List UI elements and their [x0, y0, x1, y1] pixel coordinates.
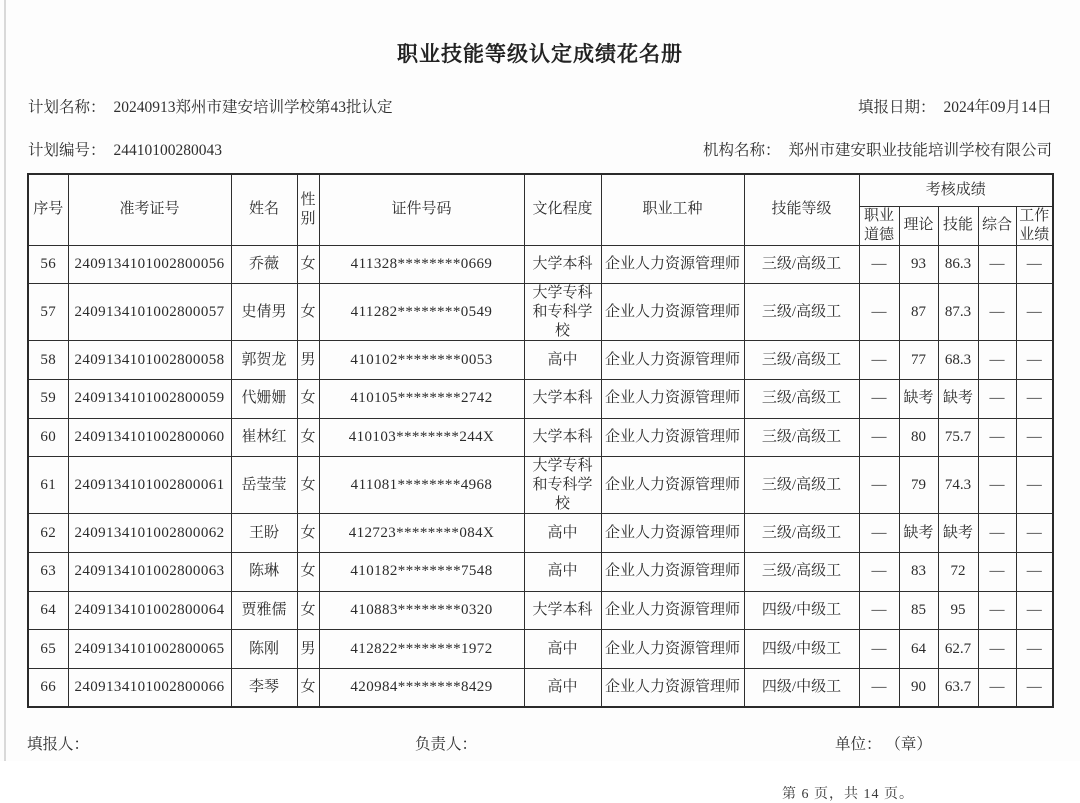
cell-score-theory: 87 — [899, 284, 938, 341]
cell-education: 高中 — [524, 630, 601, 669]
cell-skill-level: 三级/高级工 — [744, 552, 859, 591]
cell-occupation: 企业人力资源管理师 — [601, 552, 744, 591]
cell-education: 高中 — [524, 514, 601, 553]
table-row — [28, 284, 1053, 341]
cell-education: 大学专科和专科学校 — [524, 284, 601, 341]
signature-row — [27, 732, 1052, 754]
cell-score-skill: 缺考 — [938, 379, 978, 418]
cell-name: 李琴 — [231, 668, 297, 707]
cell-id-no: 411081********4968 — [319, 457, 524, 514]
cell-exam-no: 2409134101002800056 — [68, 245, 231, 284]
cell-score-theory: 83 — [899, 552, 938, 591]
cell-name: 崔林红 — [231, 418, 297, 457]
cell-score-comprehensive: — — [978, 591, 1016, 630]
cell-score-ethics: — — [859, 418, 899, 457]
cell-exam-no: 2409134101002800059 — [68, 379, 231, 418]
cell-seq: 57 — [28, 284, 68, 341]
cell-score-comprehensive: — — [978, 552, 1016, 591]
cell-score-skill: 62.7 — [938, 630, 978, 669]
cell-occupation: 企业人力资源管理师 — [601, 630, 744, 669]
cell-exam-no: 2409134101002800057 — [68, 284, 231, 341]
header-score-group: 考核成绩 — [859, 174, 1053, 207]
header-exam-no: 准考证号 — [68, 174, 231, 245]
plan-code-value: 24410100280043 — [113, 142, 223, 159]
header-score-work: 工作业绩 — [1016, 207, 1053, 246]
cell-seq: 64 — [28, 591, 68, 630]
cell-seq: 58 — [28, 341, 68, 380]
cell-gender: 女 — [297, 379, 319, 418]
cell-name: 郭贺龙 — [231, 341, 297, 380]
cell-score-ethics: — — [859, 457, 899, 514]
table-row — [28, 591, 1053, 630]
cell-score-work: — — [1016, 514, 1053, 553]
header-score-skill: 技能 — [938, 207, 978, 246]
table-row — [28, 245, 1053, 284]
cell-skill-level: 四级/中级工 — [744, 668, 859, 707]
cell-score-ethics: — — [859, 591, 899, 630]
cell-occupation: 企业人力资源管理师 — [601, 591, 744, 630]
cell-score-theory: 79 — [899, 457, 938, 514]
table-row — [28, 514, 1053, 553]
cell-score-work: — — [1016, 552, 1053, 591]
cell-gender: 女 — [297, 552, 319, 591]
cell-score-comprehensive: — — [978, 245, 1016, 284]
cell-gender: 女 — [297, 457, 319, 514]
cell-name: 代姗姗 — [231, 379, 297, 418]
report-date-value: 2024年09月14日 — [943, 99, 1052, 116]
header-gender: 性别 — [297, 174, 319, 245]
cell-score-skill: 68.3 — [938, 341, 978, 380]
meta-row-2 — [28, 138, 1052, 160]
header-name: 姓名 — [231, 174, 297, 245]
cell-score-theory: 缺考 — [899, 379, 938, 418]
cell-name: 乔薇 — [231, 245, 297, 284]
meta-row-1 — [28, 95, 1052, 117]
cell-id-no: 411282********0549 — [319, 284, 524, 341]
cell-id-no: 412723********084X — [319, 514, 524, 553]
cell-score-work: — — [1016, 668, 1053, 707]
cell-occupation: 企业人力资源管理师 — [601, 668, 744, 707]
cell-skill-level: 三级/高级工 — [744, 245, 859, 284]
cell-exam-no: 2409134101002800065 — [68, 630, 231, 669]
cell-score-skill: 86.3 — [938, 245, 978, 284]
cell-seq: 61 — [28, 457, 68, 514]
cell-education: 高中 — [524, 341, 601, 380]
cell-score-skill: 87.3 — [938, 284, 978, 341]
cell-score-skill: 95 — [938, 591, 978, 630]
plan-code-label: 计划编号： — [28, 142, 106, 159]
cell-exam-no: 2409134101002800063 — [68, 552, 231, 591]
table-row — [28, 418, 1053, 457]
plan-name-label: 计划名称： — [28, 99, 106, 116]
cell-skill-level: 三级/高级工 — [744, 379, 859, 418]
cell-seq: 56 — [28, 245, 68, 284]
cell-score-skill: 74.3 — [938, 457, 978, 514]
filler-label: 填报人： — [27, 735, 90, 753]
cell-exam-no: 2409134101002800061 — [68, 457, 231, 514]
header-seq: 序号 — [28, 174, 68, 245]
cell-skill-level: 三级/高级工 — [744, 341, 859, 380]
manager-label: 负责人： — [415, 735, 478, 753]
cell-name: 王盼 — [231, 514, 297, 553]
cell-education: 大学本科 — [524, 245, 601, 284]
cell-score-comprehensive: — — [978, 630, 1016, 669]
cell-id-no: 410883********0320 — [319, 591, 524, 630]
cell-score-comprehensive: — — [978, 284, 1016, 341]
cell-id-no: 410103********244X — [319, 418, 524, 457]
cell-score-ethics: — — [859, 245, 899, 284]
cell-score-skill: 75.7 — [938, 418, 978, 457]
plan-name-value: 20240913郑州市建安培训学校第43批认定 — [113, 99, 393, 116]
cell-name: 岳莹莹 — [231, 457, 297, 514]
header-skill-level: 技能等级 — [744, 174, 859, 245]
cell-score-ethics: — — [859, 379, 899, 418]
cell-id-no: 411328********0669 — [319, 245, 524, 284]
cell-gender: 女 — [297, 418, 319, 457]
header-score-ethics: 职业道德 — [859, 207, 899, 246]
cell-name: 陈琳 — [231, 552, 297, 591]
cell-score-ethics: — — [859, 630, 899, 669]
cell-score-work: — — [1016, 591, 1053, 630]
report-date-label: 填报日期： — [857, 99, 936, 116]
table-row — [28, 630, 1053, 669]
cell-occupation: 企业人力资源管理师 — [601, 457, 744, 514]
cell-score-theory: 93 — [899, 245, 938, 284]
cell-score-theory: 77 — [899, 341, 938, 380]
cell-occupation: 企业人力资源管理师 — [601, 284, 744, 341]
cell-skill-level: 三级/高级工 — [744, 284, 859, 341]
scan-edge-artifact — [4, 0, 6, 761]
cell-score-skill: 63.7 — [938, 668, 978, 707]
cell-skill-level: 四级/中级工 — [744, 591, 859, 630]
cell-exam-no: 2409134101002800066 — [68, 668, 231, 707]
table-row — [28, 552, 1053, 591]
cell-score-work: — — [1016, 418, 1053, 457]
cell-score-comprehensive: — — [978, 457, 1016, 514]
page-number-info: 第 6 页，共 14 页。 — [782, 786, 914, 802]
cell-score-ethics: — — [859, 552, 899, 591]
cell-education: 大学本科 — [524, 379, 601, 418]
cell-score-ethics: — — [859, 284, 899, 341]
cell-score-theory: 缺考 — [899, 514, 938, 553]
cell-score-work: — — [1016, 379, 1053, 418]
cell-exam-no: 2409134101002800060 — [68, 418, 231, 457]
cell-name: 贾雅儒 — [231, 591, 297, 630]
header-education: 文化程度 — [524, 174, 601, 245]
cell-education: 大学本科 — [524, 591, 601, 630]
cell-seq: 59 — [28, 379, 68, 418]
cell-score-ethics: — — [859, 341, 899, 380]
cell-occupation: 企业人力资源管理师 — [601, 245, 744, 284]
cell-exam-no: 2409134101002800064 — [68, 591, 231, 630]
cell-name: 陈刚 — [231, 630, 297, 669]
cell-education: 大学专科和专科学校 — [524, 457, 601, 514]
cell-gender: 女 — [297, 245, 319, 284]
cell-occupation: 企业人力资源管理师 — [601, 418, 744, 457]
cell-gender: 女 — [297, 514, 319, 553]
cell-score-work: — — [1016, 341, 1053, 380]
cell-score-comprehensive: — — [978, 341, 1016, 380]
cell-name: 史倩男 — [231, 284, 297, 341]
cell-score-comprehensive: — — [978, 514, 1016, 553]
table-row — [28, 379, 1053, 418]
cell-score-work: — — [1016, 630, 1053, 669]
score-roster-table — [27, 173, 1054, 708]
cell-score-ethics: — — [859, 514, 899, 553]
cell-score-skill: 缺考 — [938, 514, 978, 553]
header-score-comprehensive: 综合 — [978, 207, 1016, 246]
cell-occupation: 企业人力资源管理师 — [601, 379, 744, 418]
cell-seq: 62 — [28, 514, 68, 553]
cell-education: 高中 — [524, 668, 601, 707]
cell-seq: 66 — [28, 668, 68, 707]
cell-score-work: — — [1016, 284, 1053, 341]
cell-score-skill: 72 — [938, 552, 978, 591]
cell-score-work: — — [1016, 457, 1053, 514]
table-body — [28, 245, 1053, 707]
cell-exam-no: 2409134101002800058 — [68, 341, 231, 380]
cell-gender: 男 — [297, 630, 319, 669]
cell-score-theory: 80 — [899, 418, 938, 457]
cell-score-comprehensive: — — [978, 379, 1016, 418]
cell-seq: 65 — [28, 630, 68, 669]
cell-id-no: 410182********7548 — [319, 552, 524, 591]
cell-skill-level: 三级/高级工 — [744, 457, 859, 514]
cell-score-comprehensive: — — [978, 418, 1016, 457]
org-name-value: 郑州市建安职业技能培训学校有限公司 — [788, 142, 1052, 159]
header-id-no: 证件号码 — [319, 174, 524, 245]
cell-education: 大学本科 — [524, 418, 601, 457]
cell-score-ethics: — — [859, 668, 899, 707]
header-score-theory: 理论 — [899, 207, 938, 246]
table-header-row-1 — [28, 174, 1053, 207]
org-name-label: 机构名称： — [702, 142, 781, 159]
plan-code — [28, 138, 222, 160]
plan-name — [28, 95, 393, 117]
page-title: 职业技能等级认定成绩花名册 — [397, 42, 683, 66]
cell-seq: 60 — [28, 418, 68, 457]
unit-label: 单位： （章） — [835, 735, 932, 753]
cell-id-no: 420984********8429 — [319, 668, 524, 707]
cell-id-no: 410105********2742 — [319, 379, 524, 418]
cell-seq: 63 — [28, 552, 68, 591]
cell-occupation: 企业人力资源管理师 — [601, 341, 744, 380]
cell-skill-level: 三级/高级工 — [744, 418, 859, 457]
cell-gender: 男 — [297, 341, 319, 380]
cell-score-work: — — [1016, 245, 1053, 284]
cell-skill-level: 三级/高级工 — [744, 514, 859, 553]
org-name — [703, 138, 1052, 160]
cell-score-theory: 90 — [899, 668, 938, 707]
cell-id-no: 412822********1972 — [319, 630, 524, 669]
cell-score-theory: 85 — [899, 591, 938, 630]
table-row — [28, 457, 1053, 514]
cell-gender: 女 — [297, 591, 319, 630]
report-date — [858, 95, 1052, 117]
table-row — [28, 668, 1053, 707]
cell-gender: 女 — [297, 668, 319, 707]
cell-education: 高中 — [524, 552, 601, 591]
cell-occupation: 企业人力资源管理师 — [601, 514, 744, 553]
cell-gender: 女 — [297, 284, 319, 341]
header-occupation: 职业工种 — [601, 174, 744, 245]
cell-exam-no: 2409134101002800062 — [68, 514, 231, 553]
cell-score-comprehensive: — — [978, 668, 1016, 707]
cell-id-no: 410102********0053 — [319, 341, 524, 380]
cell-skill-level: 四级/中级工 — [744, 630, 859, 669]
table-row — [28, 341, 1053, 380]
cell-score-theory: 64 — [899, 630, 938, 669]
